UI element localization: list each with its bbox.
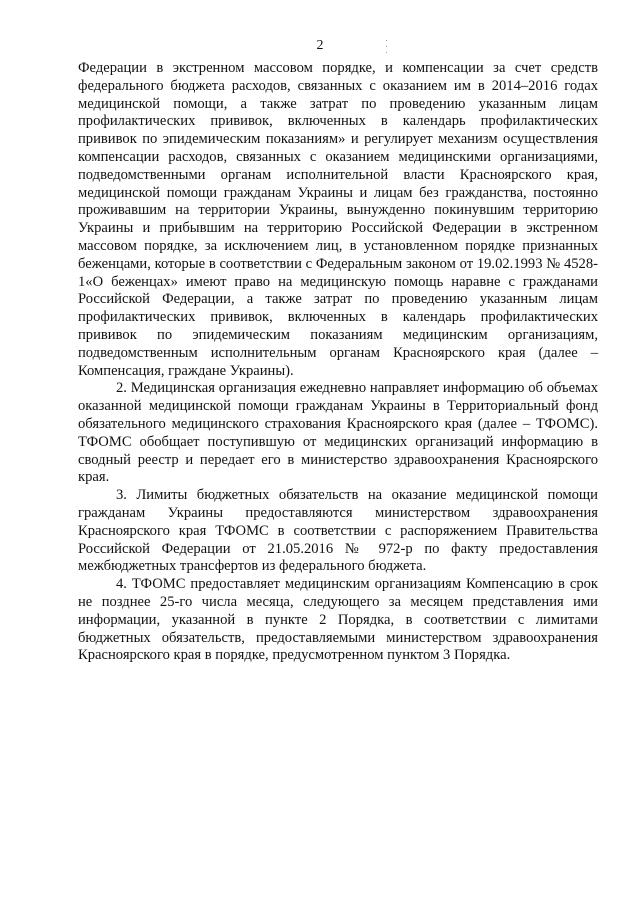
scan-speck [386,40,387,41]
paragraph-continued: Федерации в экстренном массовом порядке, и компенсации за счет средств федерального бюджета расходов, связанных с оказанием им в 2014–2016 годах медицинской помощи, а также затрат по проведению указанным лицам профилактических прививок, включенных в календарь профилактических прививок по эпидемическим показаниям» и регулирует механизм осуществления компенсации расходов, связанных с оказанием медицинскими организациями, подведомственными органам исполнительной власти Красноярского края, медицинской помощи гражданам Украины и лицам без гражданства, постоянно проживавшим на территории Украины, вынужденно покинувшим территорию Украины и прибывшим на территорию Российской Федерации в экстренном массовом порядке, за исключением лиц, в установленном порядке признанных беженцами, которые в соответствии с Федеральным законом от 19.02.1993 № 4528-1«О беженцах» имеют право на медицинскую помощь наравне с гражданами Российской Федерации, а также затрат по проведению указанным лицам профилактических прививок, включенных в календарь профилактических прививок по эпидемическим показаниям медицинским организациям, подведомственным исполнительным органам Красноярского края (далее – Компенсация, граждане Украины). [78,60,598,379]
scan-speck [386,46,387,47]
document-body [78,60,598,665]
scan-speck [386,52,387,53]
paragraph-item-4: 4. ТФОМС предоставляет медицинским организациям Компенсацию в срок не позднее 25-го числа месяца, следующего за месяцем представления ими информации, указанной в пункте 2 Порядка, в соответствии с лимитами бюджетных обязательств, предоставляемыми министерством здравоохранения Красноярского края в порядке, предусмотренном пунктом 3 Порядка. [78,576,598,664]
page-number: 2 [316,38,324,53]
paragraph-item-2: 2. Медицинская организация ежедневно направляет информацию об объемах оказанной медицинской помощи гражданам Украины в Территориальный фонд обязательного медицинского страхования Красноярского края (далее – ТФОМС). ТФОМС обобщает поступившую от медицинских организаций информацию в сводный реестр и передает его в министерство здравоохранения Красноярского края. [78,380,598,486]
paragraph-item-3: 3. Лимиты бюджетных обязательств на оказание медицинской помощи гражданам Украины предоставляются министерством здравоохранения Красноярского края ТФОМС в соответствии с распоряжением Правительства Российской Федерации от 21.05.2016 № 972-р по факту предоставления межбюджетных трансфертов из федерального бюджета. [78,487,598,575]
